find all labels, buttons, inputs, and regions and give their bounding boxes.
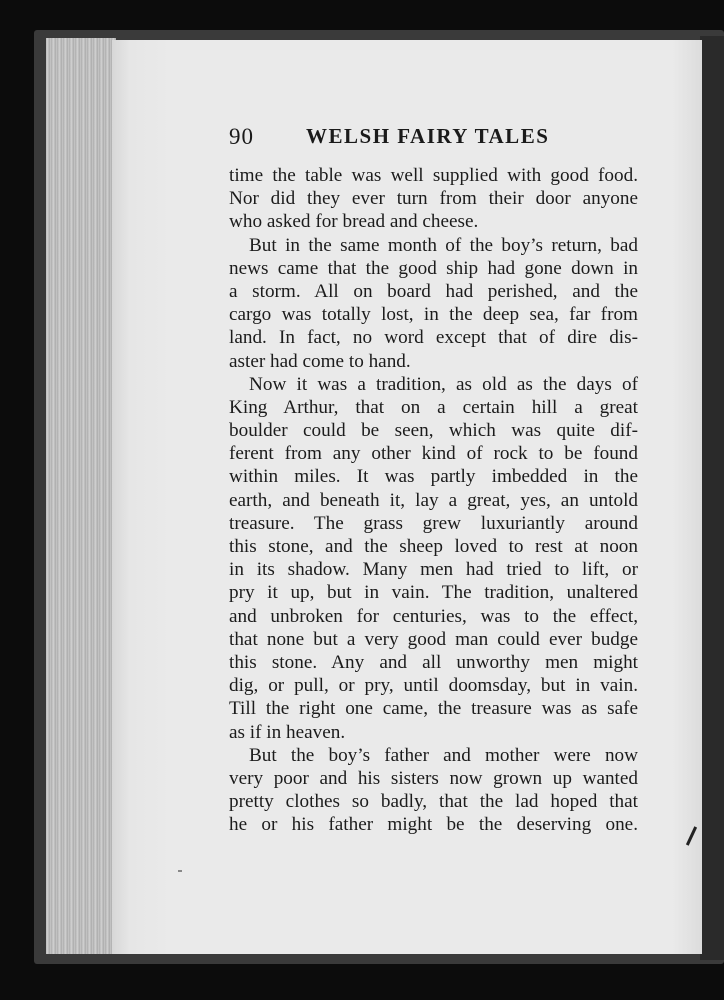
running-title: WELSH FAIRY TALES — [306, 124, 550, 148]
page-edges — [46, 38, 116, 954]
text-line: But the boy’s father and mother were now — [249, 744, 638, 766]
text-line: in its shadow. Many men had tried to lift, or — [229, 559, 638, 581]
text-line: earth, and beneath it, lay a great, yes, an untold — [229, 489, 638, 511]
text-line: Nor did they ever turn from their door anyone — [229, 188, 638, 210]
paper-speck — [178, 870, 182, 872]
text-line: time the table was well supplied with good food. — [229, 165, 638, 186]
text-line: he or his father might be the deserving one. — [229, 814, 638, 836]
text-line: But in the same month of the boy’s return, bad — [249, 234, 638, 256]
page-header — [229, 124, 649, 154]
body-text — [229, 164, 638, 836]
text-line: this stone. Any and all unworthy men might — [229, 651, 638, 673]
text-line: and unbroken for centuries, was to the effect, — [229, 605, 638, 627]
text-line: a storm. All on board had perished, and the — [229, 280, 638, 302]
text-line: dig, or pull, or pry, until doomsday, but in vain. — [229, 675, 638, 697]
text-line: ferent from any other kind of rock to be found — [229, 443, 638, 465]
text-line: news came that the good ship had gone down in — [229, 257, 638, 279]
text-line: cargo was totally lost, in the deep sea, far from — [229, 304, 638, 326]
text-line: as if in heaven. — [229, 721, 346, 743]
text-line: boulder could be seen, which was quite dif- — [229, 420, 638, 442]
text-line: very poor and his sisters now grown up wanted — [229, 767, 638, 789]
text-line: pretty clothes so badly, that the lad hoped that — [229, 791, 638, 813]
text-line: that none but a very good man could ever budge — [229, 628, 638, 650]
text-line: King Arthur, that on a certain hill a great — [229, 396, 638, 418]
text-line: Now it was a tradition, as old as the days of — [249, 373, 638, 395]
text-line: land. In fact, no word except that of dire dis- — [229, 327, 638, 349]
book-cover-edge — [700, 36, 724, 960]
text-line: who asked for bread and cheese. — [229, 211, 479, 233]
text-line: pry it up, but in vain. The tradition, unaltered — [229, 582, 638, 604]
page-number: 90 — [229, 124, 254, 149]
text-line: treasure. The grass grew luxuriantly around — [229, 512, 638, 534]
text-line: Till the right one came, the treasure was as safe — [229, 698, 638, 720]
text-line: within miles. It was partly imbedded in the — [229, 466, 638, 488]
text-line: aster had come to hand. — [229, 350, 411, 372]
text-line: this stone, and the sheep loved to rest at noon — [229, 536, 638, 557]
